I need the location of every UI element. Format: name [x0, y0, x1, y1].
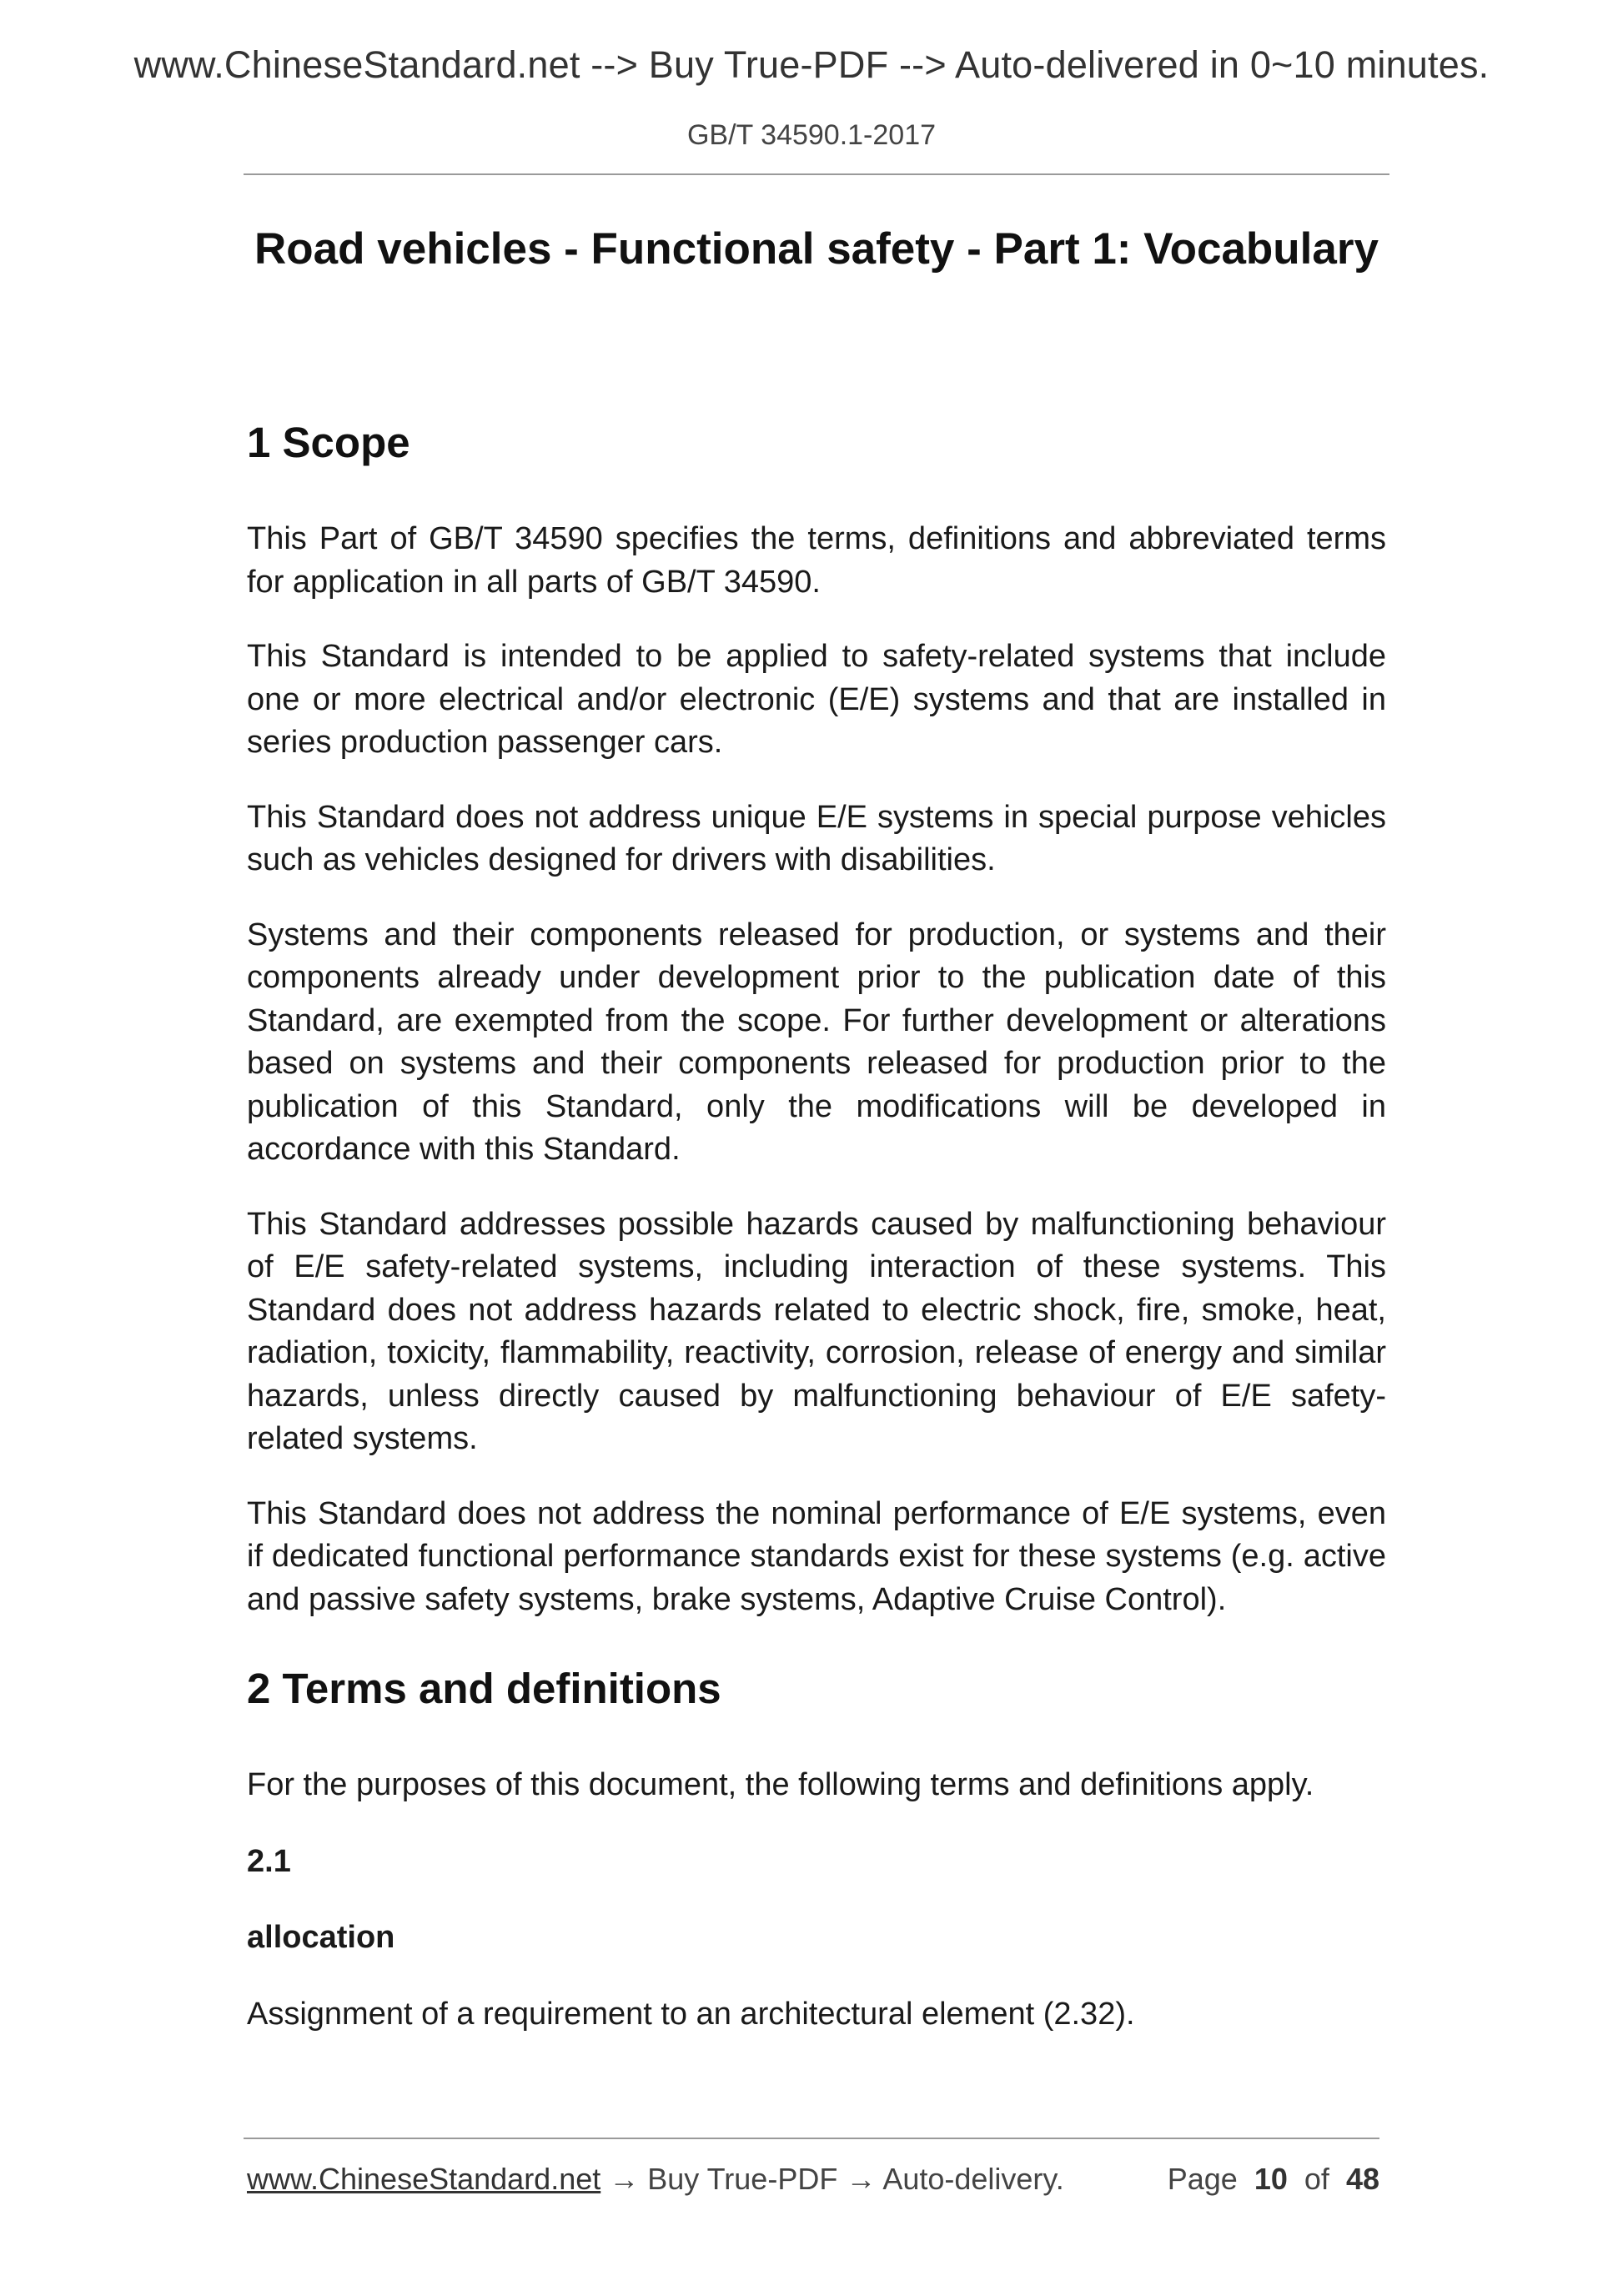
top-banner: www.ChineseStandard.net --> Buy True-PDF --> Auto-delivered in 0~10 minutes.	[133, 43, 1490, 86]
scope-paragraph: This Part of GB/T 34590 specifies the terms, definitions and abbreviated terms for application in all parts of GB/T 34590.	[247, 521, 1386, 600]
standard-code: GB/T 34590.1-2017	[686, 119, 937, 151]
terms-intro: For the purposes of this document, the following terms and definitions apply.	[247, 1767, 1314, 1803]
current-page-number: 10	[1254, 2162, 1288, 2196]
document-body	[247, 417, 1386, 2036]
header-divider	[244, 173, 1389, 175]
of-label: of	[1304, 2162, 1329, 2196]
scope-paragraph: This Standard addresses possible hazards caused by malfunctioning behaviour of E/E safety-related systems, including interaction of these systems. This Standard does not address hazards related to electric shock, fire, smoke, heat, radiation, toxicity, flammability, reactivity, corrosion, release of energy and similar hazards, unless directly caused by malfunctioning behaviour of E/E safety-related systems.	[247, 1206, 1386, 1457]
section-heading-scope: 1 Scope	[247, 419, 410, 466]
footer-divider	[244, 2138, 1379, 2139]
page-footer	[247, 2162, 1379, 2203]
scope-paragraph: This Standard is intended to be applied to safety-related systems that include one or more electrical and/or electronic (E/E) systems and that are installed in series production passenger cars.	[247, 639, 1386, 761]
scope-paragraph: This Standard does not address unique E/E systems in special purpose vehicles such as vehicles designed for drivers with disabilities.	[247, 799, 1386, 878]
footer-tagline: → Buy True-PDF → Auto-delivery.	[600, 2162, 1064, 2196]
term-definition: Assignment of a requirement to an architectural element (2.32).	[247, 1996, 1135, 2032]
scope-paragraph: Systems and their components released for production, or systems and their components already under development prior to the publication date of this Standard, are exempted from the scope. For further development or alterations based on systems and their components released for production prior to the publication of this Standard, only the modifications will be developed in accordance with this Standard.	[247, 917, 1386, 1168]
total-pages: 48	[1345, 2162, 1379, 2196]
term-number: 2.1	[247, 1843, 291, 1879]
page-indicator	[1168, 2162, 1379, 2197]
page-label: Page	[1167, 2162, 1238, 2196]
scope-paragraph: This Standard does not address the nominal performance of E/E systems, even if dedicated functional performance standards exist for these systems (e.g. active and passive safety systems, brake systems, Adaptive Cruise Control).	[247, 1495, 1386, 1617]
document-title: Road vehicles - Functional safety - Part 1: Vocabulary	[254, 224, 1379, 274]
section-heading-terms: 2 Terms and definitions	[247, 1665, 721, 1713]
footer-website-link[interactable]: www.ChineseStandard.net	[247, 2162, 601, 2196]
footer-left	[247, 2162, 1064, 2197]
term-name: allocation	[247, 1920, 395, 1956]
